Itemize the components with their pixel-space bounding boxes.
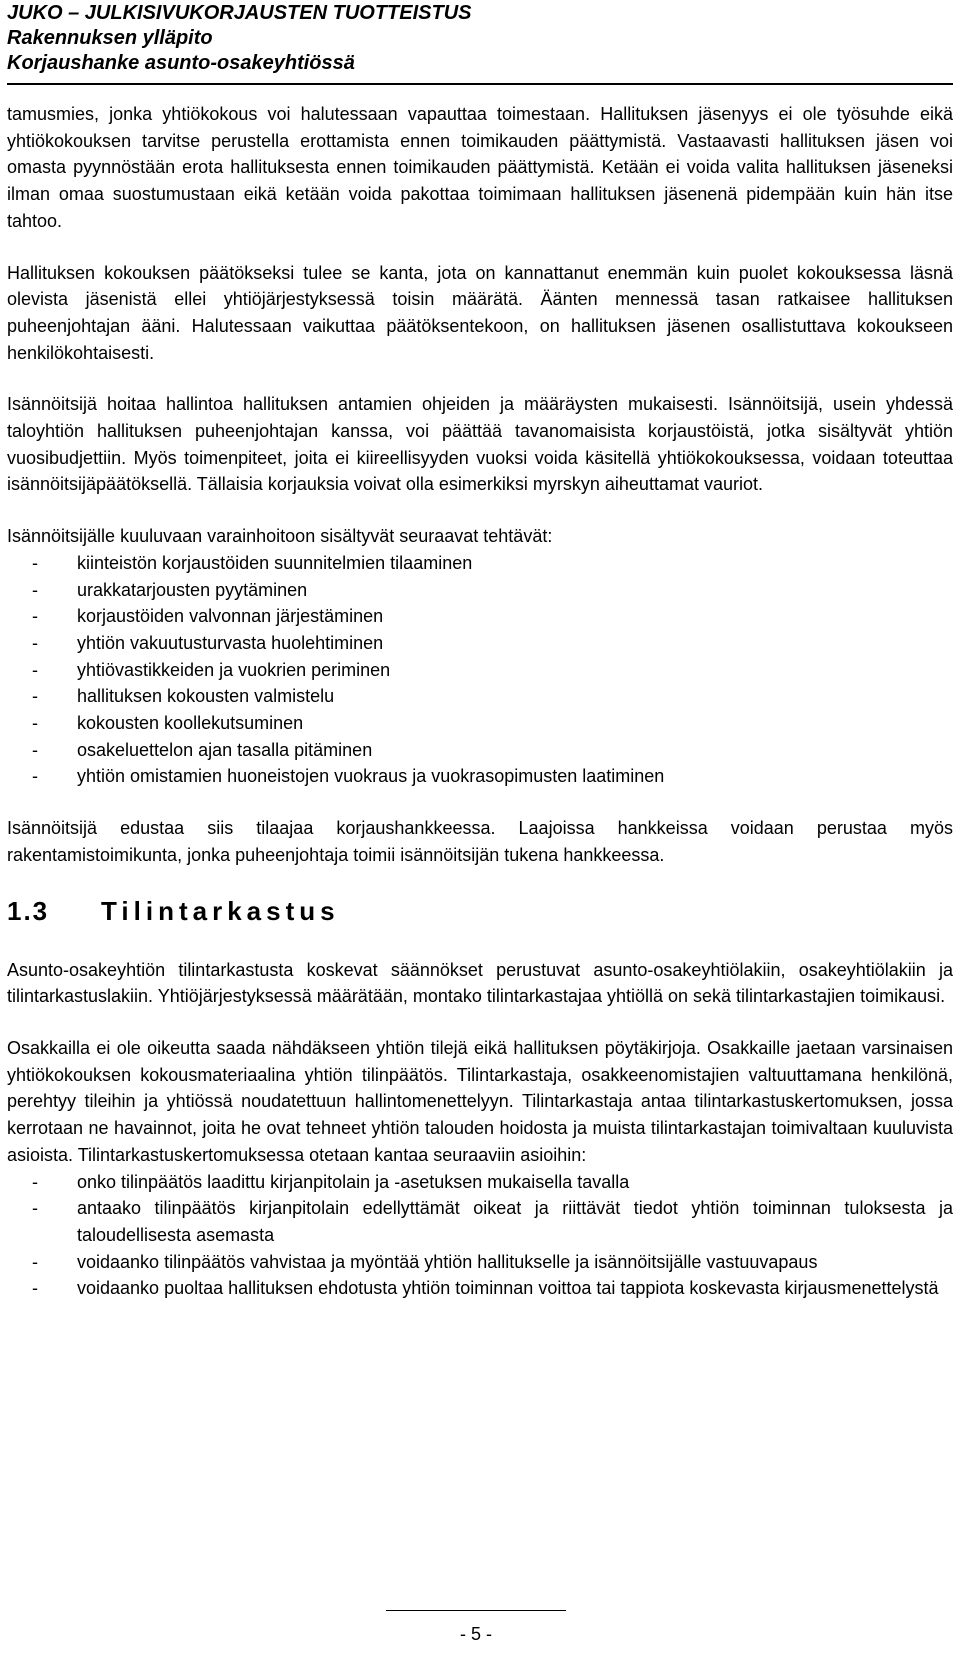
list-marker: - bbox=[32, 606, 38, 627]
list-marker: - bbox=[32, 579, 38, 600]
list-item bbox=[7, 1249, 953, 1276]
header-project-title: JUKO – JULKISIVUKORJAUSTEN TUOTTEISTUS bbox=[7, 2, 472, 24]
list-marker: - bbox=[32, 1278, 38, 1299]
list-marker: - bbox=[32, 1251, 38, 1272]
list-item-text: voidaanko tilinpäätös vahvistaa ja myöntää yhtiön hallitukselle ja isännöitsijälle vastuuvapaus bbox=[77, 1251, 818, 1272]
list-marker: - bbox=[32, 739, 38, 760]
paragraph-audit-rules: Asunto-osakeyhtiön tilintarkastusta koskevat säännökset perustuvat asunto-osakeyhtiölakiin, osakeyhtiölakiin ja tilintarkastuslakiin. Yhtiöjärjestyksessä määrätään, montako tilintarkastajaa yhtiöllä on sekä tilintarkastajien toimikausi. bbox=[7, 959, 953, 1007]
list-item-text: yhtiövastikkeiden ja vuokrien periminen bbox=[77, 659, 391, 680]
page-number: - 5 - bbox=[459, 1624, 492, 1644]
list-marker: - bbox=[32, 686, 38, 707]
paragraph-manager-represents: Isännöitsijä edustaa siis tilaajaa korjaushankkeessa. Laajoissa hankkeissa voidaan perustaa myös rakentamistoimikunta, jonka puheenjohtaja toimii isännöitsijän tukena hankkeessa. bbox=[7, 818, 953, 865]
list-item bbox=[7, 577, 953, 604]
header-subtopic: Korjaushanke asunto-osakeyhtiössä bbox=[7, 52, 355, 74]
running-header bbox=[7, 1, 953, 76]
section-heading bbox=[7, 894, 953, 928]
list-marker: - bbox=[32, 713, 38, 734]
list-item-text: urakkatarjousten pyytäminen bbox=[77, 579, 308, 600]
list-item-text: yhtiön omistamien huoneistojen vuokraus ja vuokrasopimusten laatiminen bbox=[77, 766, 665, 787]
paragraph-manager-tasks-intro: Isännöitsijälle kuuluvaan varainhoitoon sisältyvät seuraavat tehtävät: bbox=[7, 526, 553, 547]
list-item bbox=[7, 657, 953, 684]
header-divider bbox=[7, 83, 953, 85]
section-number: 1.3 bbox=[7, 895, 50, 926]
header-topic: Rakennuksen ylläpito bbox=[7, 27, 213, 49]
list-item-text: onko tilinpäätös laadittu kirjanpitolain ja -asetuksen mukaisella tavalla bbox=[77, 1171, 630, 1192]
section-title: Tilintarkastus bbox=[101, 895, 340, 926]
manager-tasks-list bbox=[7, 550, 953, 790]
audit-questions-list bbox=[7, 1169, 953, 1303]
paragraph-property-manager: Isännöitsijä hoitaa hallintoa hallituksen antamien ohjeiden ja määräysten mukaisesti. Isännöitsijä, usein yhdessä taloyhtiön hallituksen puheenjohtajan kanssa, voi päättää tavanomaisista korjaustöistä, jotka sisältyvät yhtiön vuosibudjettiin. Myös toimenpiteet, joita ei kiireellisyyden vuoksi voida käsitellä yhtiökokouksessa, voidaan toteuttaa isännöitsijäpäätöksellä. Tällaisia korjauksia voivat olla esimerkiksi myrskyn aiheuttamat vauriot. bbox=[7, 394, 953, 495]
list-item-text: kokousten koollekutsuminen bbox=[77, 713, 304, 734]
list-item-text: korjaustöiden valvonnan järjestäminen bbox=[77, 606, 384, 627]
footer-divider bbox=[386, 1610, 566, 1611]
paragraph-board-membership: tamusmies, jonka yhtiökokous voi halutessaan vapauttaa toimestaan. Hallituksen jäsenyys ei ole työsuhde eikä yhtiökokouksen tarvitse perustella erottamista ennen toimikauden päättymistä. Vastaavasti hallituksen jäsen voi omasta pyynnöstään erota hallituksesta ennen toimikauden päättymistä. Ketään ei voida valita hallituksen jäseneksi ilman omaa suostumustaan eikä ketään voida pakottaa toimimaan hallituksen jäsenenä pidempään kuin hän itse tahtoo. bbox=[7, 104, 953, 231]
list-item bbox=[7, 630, 953, 657]
list-item-text: voidaanko puoltaa hallituksen ehdotusta yhtiön toiminnan voittoa tai tappiota koskevasta kirjausmenettelystä bbox=[77, 1278, 939, 1299]
list-item bbox=[7, 1195, 953, 1248]
body-text bbox=[7, 101, 953, 1327]
list-marker: - bbox=[32, 552, 38, 573]
list-item-text: kiinteistön korjaustöiden suunnitelmien tilaaminen bbox=[77, 552, 473, 573]
list-marker: - bbox=[32, 1198, 38, 1219]
paragraph-board-decisions: Hallituksen kokouksen päätökseksi tulee se kanta, jota on kannattanut enemmän kuin puolet kokouksessa läsnä olevista jäsenistä ellei yhtiöjärjestyksessä toisin määrätä. Äänten mennessä tasan ratkaisee hallituksen puheenjohtajan ääni. Halutessaan vaikuttaa päätöksentekoon, on hallituksen jäsenen osallistuttava kokoukseen henkilökohtaisesti. bbox=[7, 262, 953, 363]
list-item bbox=[7, 683, 953, 710]
list-marker: - bbox=[32, 766, 38, 787]
list-marker: - bbox=[32, 1171, 38, 1192]
list-item-text: yhtiön vakuutusturvasta huolehtiminen bbox=[77, 632, 384, 653]
list-item bbox=[7, 1275, 953, 1302]
list-item bbox=[7, 603, 953, 630]
list-item bbox=[7, 550, 953, 577]
list-marker: - bbox=[32, 659, 38, 680]
list-item-text: osakeluettelon ajan tasalla pitäminen bbox=[77, 739, 373, 760]
list-item-text: antaako tilinpäätös kirjanpitolain edellyttämät oikeat ja riittävät tiedot yhtiön toiminnan tuloksesta ja taloudellisesta asemasta bbox=[77, 1198, 953, 1245]
list-marker: - bbox=[32, 632, 38, 653]
list-item bbox=[7, 1169, 953, 1196]
paragraph-auditor-role: Osakkailla ei ole oikeutta saada nähdäkseen yhtiön tilejä eikä hallituksen pöytäkirjoja. Osakkaille jaetaan varsinaisen yhtiökokouksen kokousmateriaalina yhtiön tilinpäätös. Tilintarkastaja, osakkeenomistajien valtuuttamana henkilönä, perehtyy tileihin ja yhtiössä noudatettuun hallintomenettelyyn. Tilintarkastaja antaa tilintarkastuskertomuksen, jossa kerrotaan ne havainnot, joita he ovat tehneet yhtiön talouden hoidosta ja muista tilintarkastajan toimivaltaan kuuluvista asioista. Tilintarkastuskertomuksessa otetaan kantaa seuraaviin asioihin: bbox=[7, 1037, 953, 1165]
list-item bbox=[7, 737, 953, 764]
list-item bbox=[7, 710, 953, 737]
list-item bbox=[7, 763, 953, 790]
list-item-text: hallituksen kokousten valmistelu bbox=[77, 686, 335, 707]
